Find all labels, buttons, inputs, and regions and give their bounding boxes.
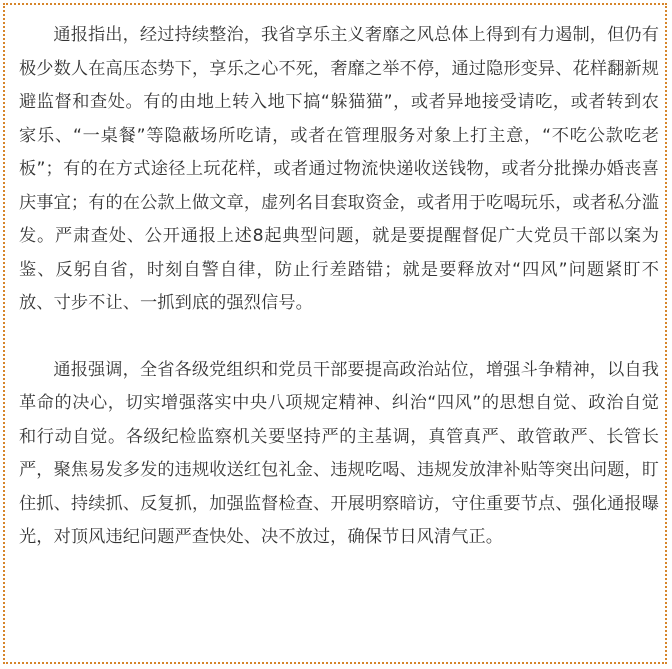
paragraph-2: 通报强调，全省各级党组织和党员干部要提高政治站位，增强斗争精神，以自我革命的决心，切实增强落实中央八项规定精神、纠治“四风”的思想自觉、政治自觉和行动自觉。各级纪检监察机关要坚持严的主基调，真管真严、敢管敢严、长管长严，聚焦易发多发的违规收送红包礼金、违规吃喝、违规发放津补贴等突出问题，盯住抓、持续抓、反复抓，加强监督检查、开展明察暗访，守住重要节点、强化通报曝光，对顶风违纪问题严查快处、决不放过，确保节日风清气正。	[19, 359, 659, 547]
article-body	[19, 19, 659, 555]
article-frame	[3, 3, 667, 664]
paragraph-1: 通报指出，经过持续整治，我省享乐主义奢靡之风总体上得到有力遏制，但仍有极少数人在高压态势下，享乐之心不死，奢靡之举不停，通过隐形变异、花样翻新规避监督和查处。有的由地上转入地下搞“躲猫猫”，或者异地接受请吃，或者转到农家乐、“一桌餐”等隐蔽场所吃请，或者在管理服务对象上打主意，“不吃公款吃老板”；有的在方式途径上玩花样，或者通过物流快递收送钱物，或者分批操办婚丧喜庆事宜；有的在公款上做文章，虚列名目套取资金，或者用于吃喝玩乐，或者私分滥发。严肃查处、公开通报上述8起典型问题，就是要提醒督促广大党员干部以案为鉴、反躬自省，时刻自警自律，防止行差踏错；就是要释放对“四风”问题紧盯不放、寸步不让、一抓到底的强烈信号。	[19, 25, 659, 313]
